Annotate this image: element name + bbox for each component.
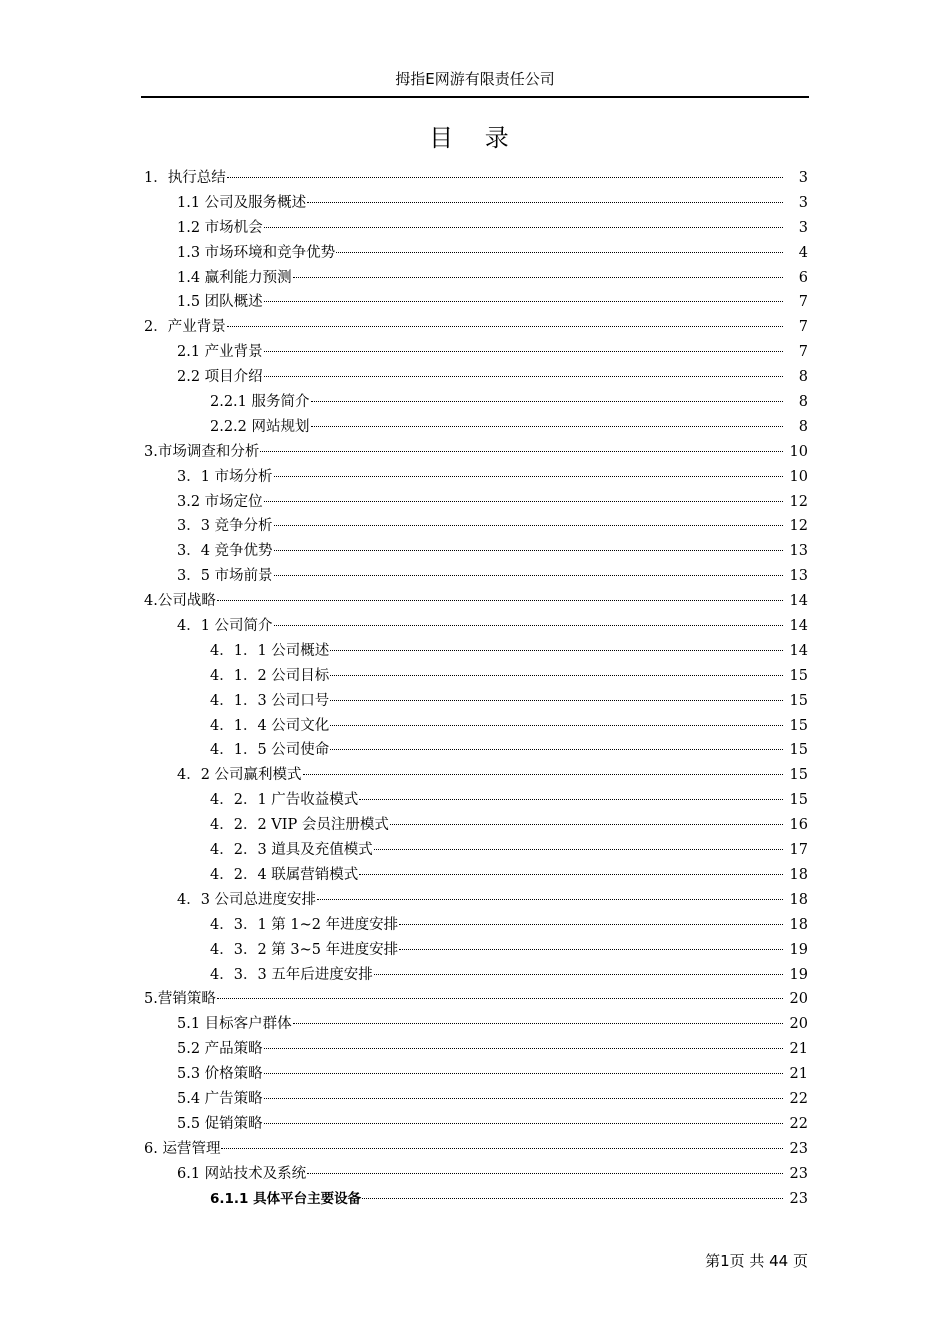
- toc-entry-page: 7: [798, 344, 808, 361]
- toc-entry-page: 22: [789, 1115, 808, 1132]
- dot-leader: [260, 450, 783, 452]
- toc-entry-label: 4．2．2 VIP 会员注册模式: [210, 817, 389, 834]
- toc-entry-label: 4．3 公司总进度安排: [177, 891, 317, 908]
- toc-entry-label: 2.2.1 服务简介: [210, 394, 310, 411]
- toc-entry[interactable]: [144, 1087, 808, 1112]
- toc-entry[interactable]: [144, 266, 808, 291]
- toc-entry-page: 18: [789, 916, 808, 933]
- toc-entry[interactable]: [144, 813, 808, 838]
- toc-entry-label: 1.2 市场机会: [177, 219, 263, 236]
- toc-entry-label: 5.1 目标客户群体: [177, 1016, 292, 1033]
- toc-entry-label: 2.2.2 网站规划: [210, 418, 310, 435]
- toc-entry-page: 7: [798, 319, 808, 336]
- toc-entry-label: 3.市场调查和分析: [144, 443, 260, 460]
- toc-entry[interactable]: [144, 290, 808, 315]
- toc-entry[interactable]: [144, 763, 808, 788]
- toc-entry-page: 8: [798, 418, 808, 435]
- dot-leader: [390, 823, 783, 825]
- toc-entry-page: 10: [789, 468, 808, 485]
- toc-entry[interactable]: [144, 191, 808, 216]
- toc-entry-page: 23: [789, 1190, 808, 1207]
- toc-entry-page: 15: [789, 742, 808, 759]
- toc-entry-label: 4．1．2 公司目标: [210, 667, 330, 684]
- toc-entry[interactable]: [144, 365, 808, 390]
- dot-leader: [330, 699, 783, 701]
- toc-entry-label: 4．3．1 第 1~2 年进度安排: [210, 916, 399, 933]
- dot-leader: [303, 773, 783, 775]
- toc-entry-label: 6. 运营管理: [144, 1140, 221, 1157]
- dot-leader: [264, 300, 783, 302]
- toc-entry[interactable]: [144, 465, 808, 490]
- toc-entry-label: 4．1．1 公司概述: [210, 642, 330, 659]
- toc-entry-page: 3: [798, 194, 808, 211]
- toc-entry-page: 22: [789, 1090, 808, 1107]
- toc-entry-label: 1.5 团队概述: [177, 294, 263, 311]
- dot-leader: [264, 1047, 783, 1049]
- toc-entry-label: 6.1 网站技术及系统: [177, 1165, 307, 1182]
- header-divider: [141, 96, 809, 98]
- toc-entry-page: 6: [798, 269, 808, 286]
- dot-leader: [374, 848, 783, 850]
- dot-leader: [330, 649, 783, 651]
- toc-entry-label: 3.2 市场定位: [177, 493, 263, 510]
- toc-entry[interactable]: [144, 639, 808, 664]
- toc-entry-page: 15: [789, 767, 808, 784]
- toc-entry-page: 13: [789, 543, 808, 560]
- toc-entry[interactable]: [144, 987, 808, 1012]
- toc-entry-page: 23: [789, 1140, 808, 1157]
- toc-entry-page: 18: [789, 866, 808, 883]
- dot-leader: [362, 1197, 783, 1199]
- toc-entry[interactable]: [144, 913, 808, 938]
- toc-entry[interactable]: [144, 838, 808, 863]
- toc-entry-label: 4．1 公司简介: [177, 618, 273, 635]
- toc-entry[interactable]: [144, 415, 808, 440]
- toc-entry[interactable]: [144, 315, 808, 340]
- dot-leader: [264, 226, 783, 228]
- toc-entry-label: 4．3．2 第 3~5 年进度安排: [210, 941, 399, 958]
- toc-entry-page: 15: [789, 692, 808, 709]
- toc-entry-label: 1.1 公司及服务概述: [177, 194, 307, 211]
- toc-entry-label: 4.公司战略: [144, 593, 216, 610]
- toc-entry-label: 5.5 促销策略: [177, 1115, 263, 1132]
- toc-entry[interactable]: [144, 863, 808, 888]
- dot-leader: [359, 873, 783, 875]
- dot-leader: [264, 375, 783, 377]
- toc-entry[interactable]: [144, 514, 808, 539]
- dot-leader: [374, 973, 783, 975]
- dot-leader: [217, 997, 783, 999]
- toc-entry-label: 4．3．3 五年后进度安排: [210, 966, 373, 983]
- dot-leader: [264, 500, 783, 502]
- toc-entry-page: 23: [789, 1165, 808, 1182]
- dot-leader: [336, 251, 783, 253]
- toc-entry[interactable]: [144, 490, 808, 515]
- toc-entry-label: 5.营销策略: [144, 991, 216, 1008]
- toc-entry-label: 2.2 项目介绍: [177, 369, 263, 386]
- dot-leader: [307, 1172, 783, 1174]
- toc-entry[interactable]: [144, 738, 808, 763]
- dot-leader: [274, 475, 783, 477]
- toc-entry-label: 3．3 竞争分析: [177, 518, 273, 535]
- page-footer: 第1页 共 44 页: [705, 1252, 808, 1270]
- toc-entry[interactable]: [144, 564, 808, 589]
- toc-entry-label: 4．2．3 道具及充值模式: [210, 842, 373, 859]
- dot-leader: [330, 674, 783, 676]
- toc-entry-page: 7: [798, 294, 808, 311]
- toc-entry[interactable]: [144, 788, 808, 813]
- dot-leader: [274, 549, 783, 551]
- toc-entry-page: 16: [789, 817, 808, 834]
- toc-entry-label: 4．2．1 广告收益模式: [210, 792, 359, 809]
- dot-leader: [317, 898, 783, 900]
- toc-entry[interactable]: [144, 1062, 808, 1087]
- toc-entry-page: 4: [798, 244, 808, 261]
- toc-entry-label: 5.4 广告策略: [177, 1090, 263, 1107]
- toc-entry-page: 18: [789, 891, 808, 908]
- toc-entry-label: 3．1 市场分析: [177, 468, 273, 485]
- toc-entry-label: 3．4 竞争优势: [177, 543, 273, 560]
- dot-leader: [399, 948, 783, 950]
- dot-leader: [307, 201, 783, 203]
- dot-leader: [217, 599, 783, 601]
- dot-leader: [293, 1022, 783, 1024]
- toc-entry[interactable]: [144, 1187, 808, 1212]
- toc-entry-page: 14: [789, 618, 808, 635]
- toc-entry-page: 20: [789, 1016, 808, 1033]
- dot-leader: [227, 325, 783, 327]
- toc-entry-page: 17: [789, 842, 808, 859]
- toc-entry-page: 14: [789, 642, 808, 659]
- toc-entry-page: 19: [789, 966, 808, 983]
- toc-entry[interactable]: [144, 1012, 808, 1037]
- toc-entry-page: 20: [789, 991, 808, 1008]
- toc-entry-label: 6.1.1 具体平台主要设备: [210, 1190, 362, 1207]
- toc-entry[interactable]: [144, 216, 808, 241]
- toc-entry[interactable]: [144, 241, 808, 266]
- toc-entry-page: 3: [798, 170, 808, 186]
- dot-leader: [227, 176, 783, 178]
- toc-entry-page: 21: [789, 1066, 808, 1083]
- toc-entry-label: 4．2．4 联属营销模式: [210, 866, 359, 883]
- toc-entry-page: 8: [798, 394, 808, 411]
- dot-leader: [330, 748, 783, 750]
- toc-entry-label: 5.2 产品策略: [177, 1041, 263, 1058]
- dot-leader: [274, 524, 783, 526]
- dot-leader: [264, 350, 783, 352]
- toc-entry-label: 4．2 公司赢利模式: [177, 767, 302, 784]
- dot-leader: [311, 400, 783, 402]
- toc-entry-page: 8: [798, 369, 808, 386]
- toc-entry[interactable]: [144, 963, 808, 988]
- dot-leader: [330, 724, 783, 726]
- toc-entry[interactable]: [144, 166, 808, 191]
- toc-entry-page: 10: [789, 443, 808, 460]
- toc-entry-label: 1．执行总结: [144, 170, 226, 186]
- toc-entry-page: 14: [789, 593, 808, 610]
- toc-entry-page: 12: [789, 518, 808, 535]
- toc-entry[interactable]: [144, 1037, 808, 1062]
- toc-entry-page: 15: [789, 717, 808, 734]
- dot-leader: [359, 798, 783, 800]
- toc-entry[interactable]: [144, 888, 808, 913]
- toc-entry-page: 21: [789, 1041, 808, 1058]
- toc-entry[interactable]: [144, 714, 808, 739]
- toc-entry-label: 2.1 产业背景: [177, 344, 263, 361]
- toc-entry-label: 1.3 市场环境和竞争优势: [177, 244, 336, 261]
- dot-leader: [274, 574, 783, 576]
- toc-entry[interactable]: [144, 614, 808, 639]
- toc-entry-page: 12: [789, 493, 808, 510]
- toc-entry[interactable]: [144, 1137, 808, 1162]
- toc-entry-page: 15: [789, 667, 808, 684]
- toc-entry-label: 4．1．4 公司文化: [210, 717, 330, 734]
- toc-entry-label: 4．1．5 公司使命: [210, 742, 330, 759]
- toc-entry-label: 5.3 价格策略: [177, 1066, 263, 1083]
- toc-entry[interactable]: [144, 589, 808, 614]
- toc-entry-page: 3: [798, 219, 808, 236]
- toc-entry-page: 19: [789, 941, 808, 958]
- toc-entry[interactable]: [144, 1112, 808, 1137]
- toc-title: 目 录: [429, 124, 521, 152]
- toc-entry[interactable]: [144, 340, 808, 365]
- toc-entry-label: 3．5 市场前景: [177, 568, 273, 585]
- dot-leader: [274, 624, 783, 626]
- dot-leader: [311, 425, 783, 427]
- toc-entry-page: 13: [789, 568, 808, 585]
- dot-leader: [264, 1122, 783, 1124]
- toc-entry[interactable]: [144, 689, 808, 714]
- toc-entry[interactable]: [144, 664, 808, 689]
- page-header: 拇指E网游有限责任公司: [395, 70, 555, 88]
- toc-entry[interactable]: [144, 1162, 808, 1187]
- toc-entry-label: 1.4 赢利能力预测: [177, 269, 292, 286]
- dot-leader: [221, 1147, 783, 1149]
- toc-entry[interactable]: [144, 440, 808, 465]
- toc-entry[interactable]: [144, 938, 808, 963]
- toc-entry[interactable]: [144, 390, 808, 415]
- dot-leader: [399, 923, 783, 925]
- toc-entry-label: 2．产业背景: [144, 319, 226, 336]
- toc-entry-label: 4．1．3 公司口号: [210, 692, 330, 709]
- table-of-contents: [144, 166, 808, 1211]
- toc-entry-page: 15: [789, 792, 808, 809]
- dot-leader: [293, 276, 783, 278]
- dot-leader: [264, 1097, 783, 1099]
- dot-leader: [264, 1072, 783, 1074]
- toc-entry[interactable]: [144, 539, 808, 564]
